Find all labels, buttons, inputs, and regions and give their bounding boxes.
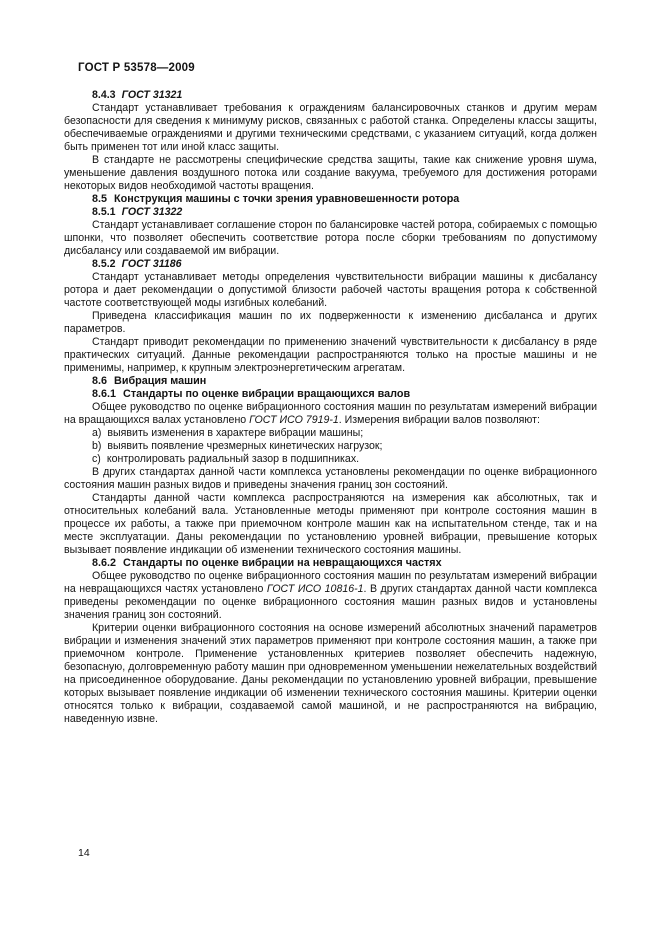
section-number: 8.6.1: [92, 388, 117, 400]
standard-reference: ГОСТ ИСО 7919-1: [249, 414, 339, 426]
section-number: 8.6: [92, 375, 108, 387]
list-item-b: [64, 440, 597, 453]
list-item-a: [64, 427, 597, 440]
paragraph: Стандарт устанавливает соглашение сторон по балансировке частей ротора, собираемых с помощью шпонки, что позволяет обеспечить соответствие ротора после сборки требованиям по допустимому дисбалансу или создаваемой им вибрации.: [64, 219, 598, 257]
list-item-text: выявить изменения в характере вибрации машины;: [107, 427, 364, 439]
section-title: Стандарты по оценке вибрации вращающихся валов: [123, 388, 411, 400]
paragraph: Стандарт устанавливает методы определения чувствительности вибрации машины к дисбалансу ротора и дает рекомендации о допустимой близости рабочей частоты вращения ротора к собственной частоте соответствующей моды изгибных колебаний.: [64, 271, 597, 309]
section-title: Стандарты по оценке вибрации на невращающихся частях: [123, 557, 442, 569]
clause-number: 8.5.2: [92, 258, 116, 270]
list-item-text: выявить появление чрезмерных кинетических нагрузок;: [107, 440, 383, 452]
paragraph-text: Общее руководство по оценке вибрационного состояния машин по результатам измерений вибрации на невращающихся частях установлено: [64, 570, 597, 595]
clause-number: 8.4.3: [92, 89, 116, 101]
doc-body: [64, 89, 597, 726]
list-item-text: контролировать радиальный зазор в подшипниках.: [106, 453, 360, 465]
paragraph: [64, 570, 597, 622]
paragraph: Стандарт устанавливает требования к ограждениям балансировочных станков и другим мерам безопасности для сведения к минимуму рисков, связанных с работой станка. Определены классы защиты, обеспечиваемые ограждениями и другими техническими средствами, с указанием ситуаций, когда должен быть применен тот или иной класс защиты.: [64, 102, 597, 153]
clause-standard-ref: ГОСТ 31321: [121, 89, 183, 101]
doc-footer: [78, 847, 90, 859]
paragraph: В других стандартах данной части комплекса установлены рекомендации по оценке вибрационного состояния машин разных видов и приведены значения границ зон состояний.: [64, 466, 597, 491]
doc-number: ГОСТ Р 53578—2009: [78, 62, 195, 74]
clause-standard-ref: ГОСТ 31322: [121, 206, 183, 218]
section-title: Вибрация машин: [114, 375, 207, 387]
doc-header: [78, 62, 195, 74]
list-item-c: [64, 453, 597, 466]
paragraph: Стандарты данной части комплекса распространяются на измерения как абсолютных, так и относительных колебаний вала. Установленные методы применяют при контроле состояния машин в процессе их работы, а также при приемочном контроле машин как на испытательном стенде, так и на месте эксплуатации. Даны рекомендации по установлению уровней вибрации, превышение которых вызывает появление индикации об изменении технического состояния машины.: [64, 492, 597, 556]
paragraph: В стандарте не рассмотрены специфические средства защиты, такие как снижение уровня шума, уменьшение давления воздушного потока или создание вакуума, требуемого для достижения роторами некоторых видов необходимой частоты вращения.: [64, 154, 597, 192]
page-number: 14: [78, 847, 90, 859]
list-marker: c): [92, 453, 101, 465]
list-marker: b): [92, 440, 102, 452]
section-number: 8.6.2: [92, 557, 117, 569]
paragraph: [64, 401, 597, 427]
section-title: Конструкция машины с точки зрения уравновешенности ротора: [114, 193, 460, 205]
clause-standard-ref: ГОСТ 31186: [121, 258, 182, 270]
clause-number: 8.5.1: [92, 206, 116, 218]
paragraph-text: . Измерения вибрации валов позволяют:: [338, 414, 540, 426]
clause-heading-8-4-3: [64, 89, 597, 102]
paragraph: Приведена классификация машин по их подверженности к изменению дисбаланса и других параметров.: [64, 310, 597, 335]
list-marker: a): [92, 427, 102, 439]
section-heading-8-6: [64, 375, 597, 388]
clause-heading-8-5-2: [64, 258, 597, 271]
clause-heading-8-5-1: [64, 206, 597, 219]
paragraph: Стандарт приводит рекомендации по применению значений чувствительности к дисбалансу в ряде практических ситуаций. Данные рекомендации распространяются только на простые машины и не применимы, например, к крупным электроэнергетическим агрегатам.: [64, 336, 597, 374]
section-number: 8.5: [92, 193, 108, 205]
section-heading-8-6-2: [64, 557, 597, 570]
paragraph-text: Общее руководство по оценке вибрационного состояния машин по результатам измерений вибрации на вращающихся валах установлено: [64, 401, 597, 426]
standard-reference: ГОСТ ИСО 10816-1: [266, 583, 364, 595]
section-heading-8-5: [64, 193, 597, 206]
paragraph: Критерии оценки вибрационного состояния на основе измерений абсолютных значений параметров вибрации и изменения значений этих параметров применяют при контроле состояния машин, а также при приемочном контроле. Применение установленных критериев позволяет обеспечить надежную, безопасную, долговременную работу машин при одновременном уменьшении нежелательных воздействий на присоединенное оборудование. Даны рекомендации по установлению уровней вибрации, превышение которых вызывает появление индикации об изменении технического состояния машины. Критерии оценки относятся только к вибрации, создаваемой самой машиной, и не распространяются на вибрацию, наведенную извне.: [64, 622, 597, 725]
section-heading-8-6-1: [64, 388, 597, 401]
paragraph-text: . В других стандартах данной части комплекса приведены рекомендации по оценке вибрационного состояния машин разных видов и установлены значения границ зон состояний.: [64, 583, 598, 621]
